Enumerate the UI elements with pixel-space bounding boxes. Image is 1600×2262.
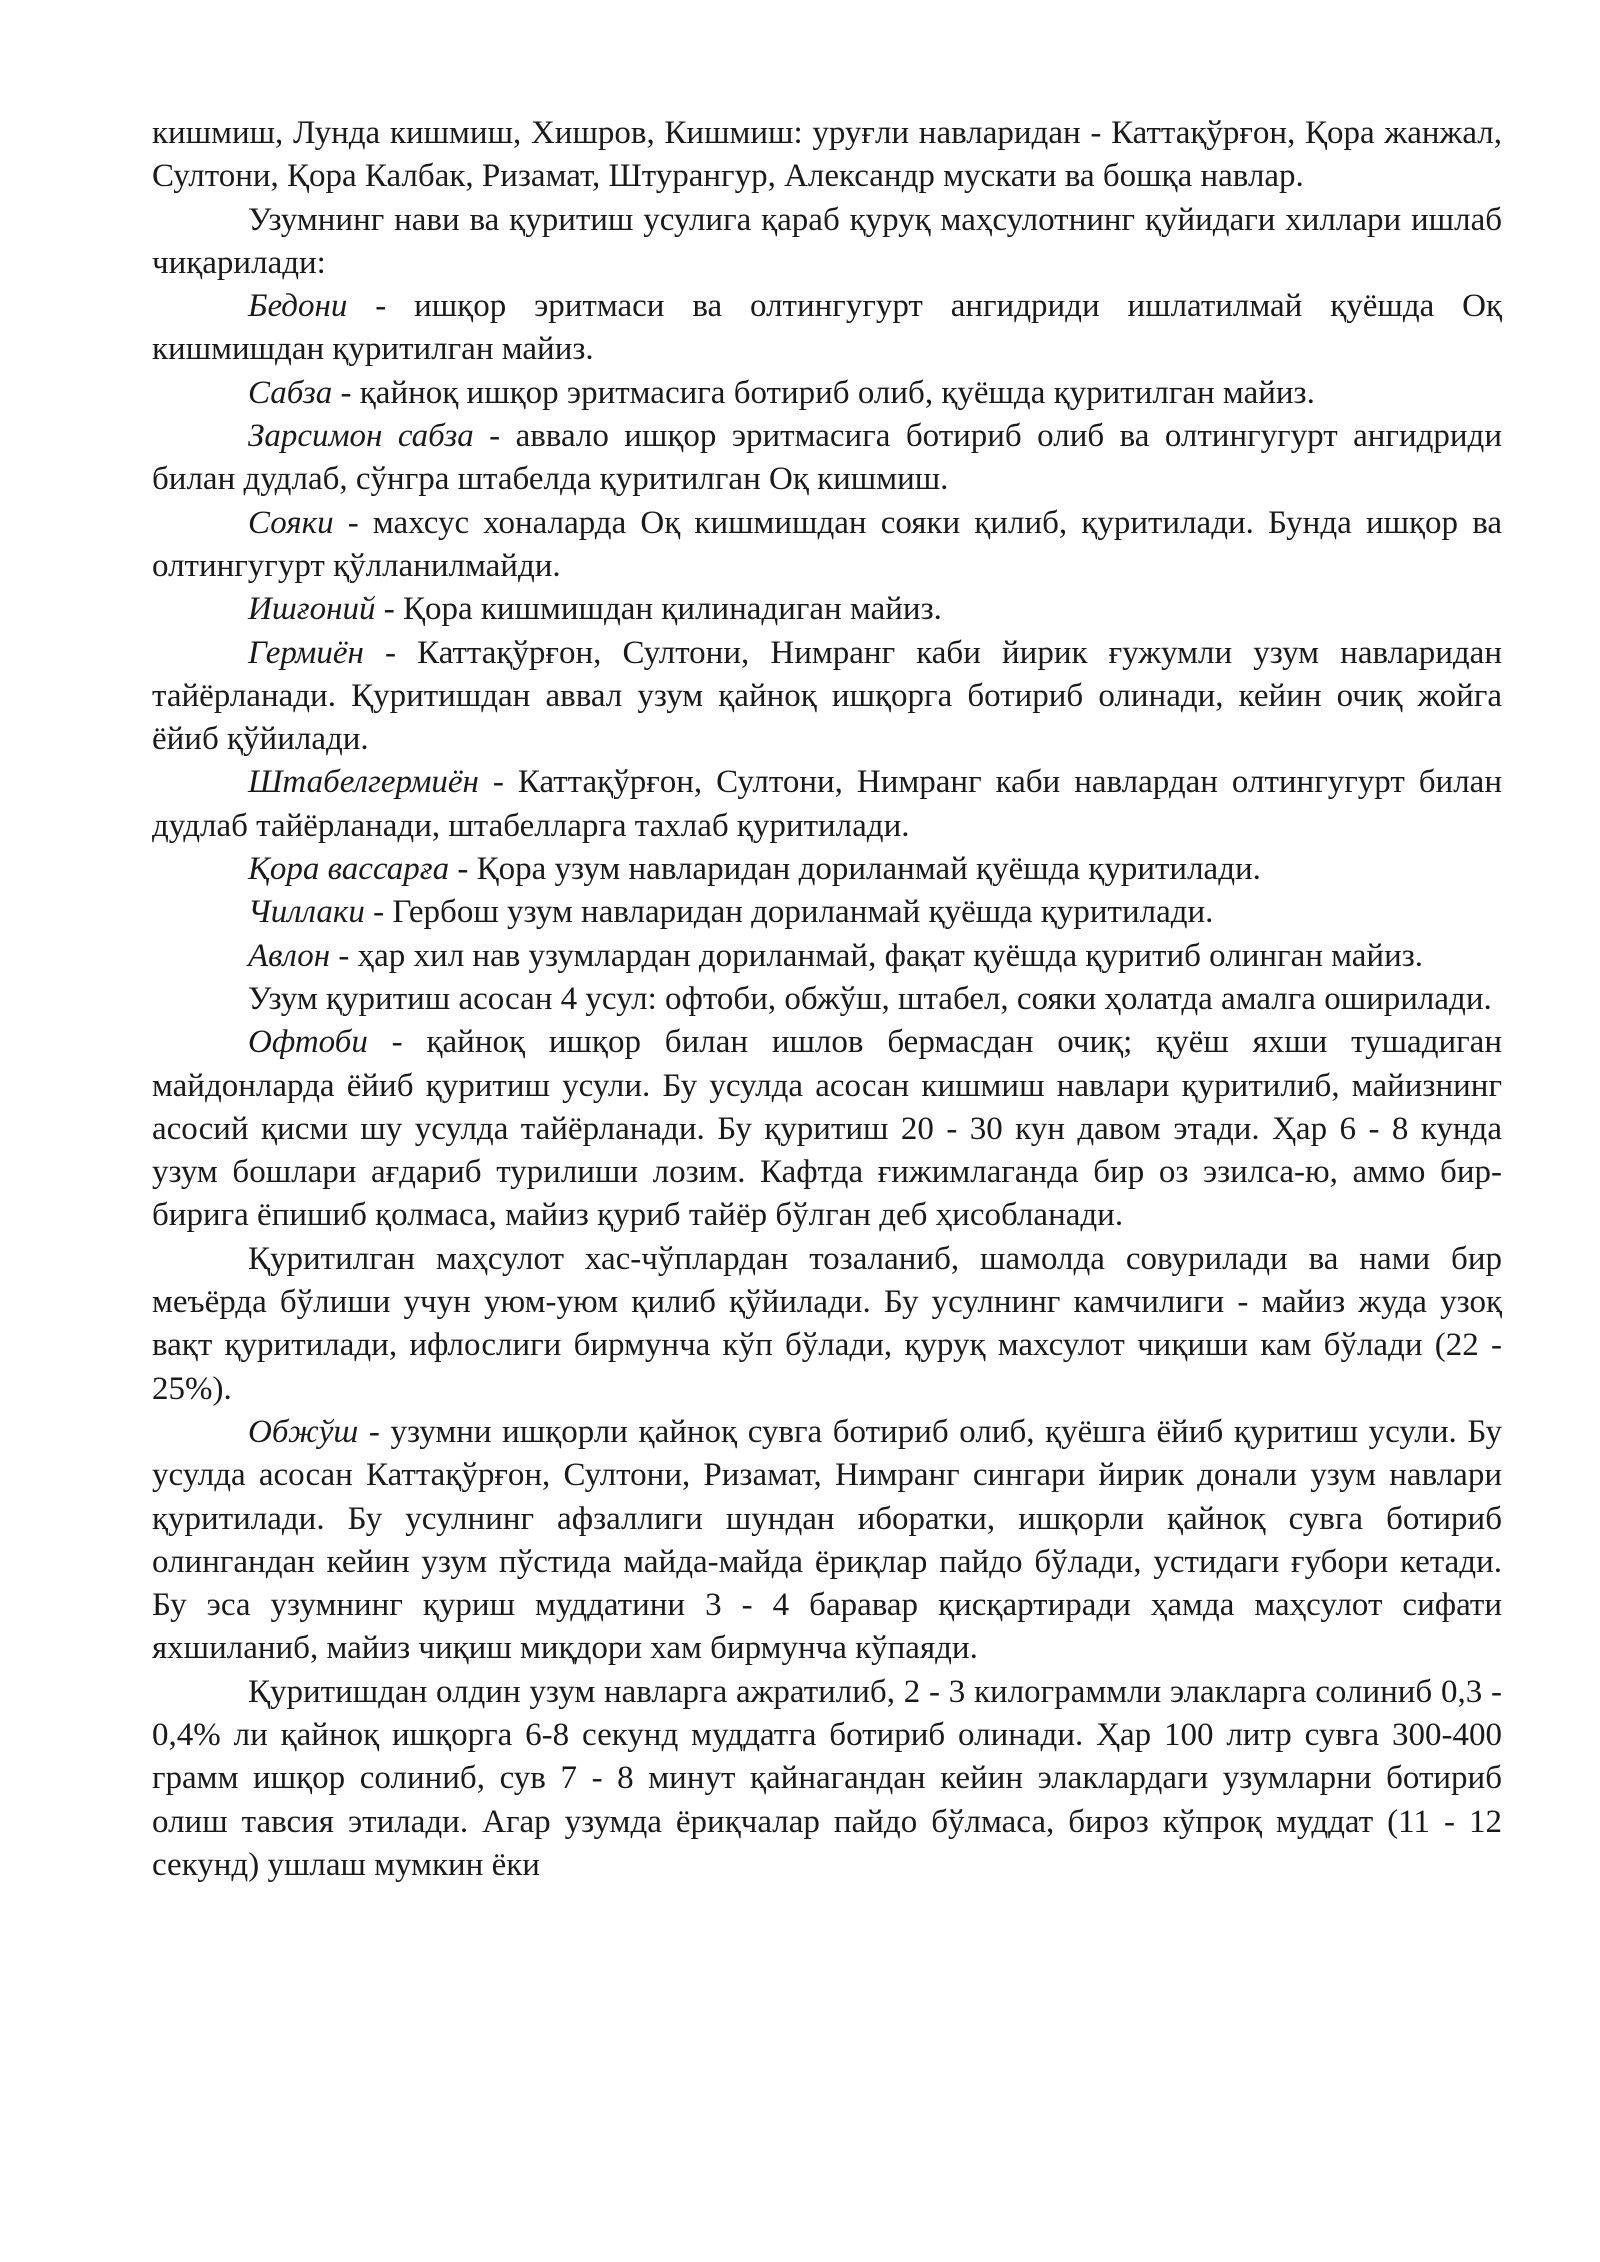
paragraph-text: кишмиш, Лунда кишмиш, Хишров, Кишмиш: уруғли навларидан - Каттақўрғон, Қора жанжал, Султони, Қора Калбак, Ризамат, Штурангур, Александр мускати ва бошқа навлар. [152,115,1502,195]
document-page [152,112,1502,1887]
term-label: Гермиён [248,634,364,671]
paragraph-grape-varieties [152,112,1502,199]
paragraph-product-types-intro [152,199,1502,286]
term-label: Сабза [248,374,333,411]
paragraph-ishgoniy [152,588,1502,631]
term-label: Штабелгермиён [248,764,479,801]
paragraph-text: - қайноқ ишқор эритмасига ботириб олиб, қуёшда қуритилган майиз. [332,374,1315,411]
term-label: Қора вассарға [248,851,450,888]
paragraph-sabza [152,372,1502,415]
paragraph-text: - қайноқ ишқор билан ишлов бермасдан очиқ; қуёш яхши тушадиган майдонларда ёйиб қуритиш усули. Бу усулда асосан кишмиш навлари қуритилиб, майизнинг асосий қисми шу усулда тайёрланади. Бу қуритиш 20 - 30 кун давом этади. Ҳар 6 - 8 кунда узум бошлари ағдариб турилиши лозим. Кафтда ғижимлаганда бир оз эзилса-ю, аммо бир-бирига ёпишиб қолмаса, майиз қуриб тайёр бўлган деб ҳисобланади. [152,1024,1502,1234]
term-label: Обжўш [248,1413,359,1450]
paragraph-soyaki [152,502,1502,589]
paragraph-chillaki [152,891,1502,934]
paragraph-text: - махсус хоналарда Оқ кишмишдан сояки қилиб, қуритилади. Бунда ишқор ва олтингугурт қўлланилмайди. [152,504,1502,584]
paragraph-text: Қуритилган маҳсулот хас-чўплардан тозаланиб, шамолда совурилади ва нами бир меъёрда бўлиши учун уюм-уюм қилиб қўйилади. Бу усулнинг камчилиги - майиз жуда узоқ вақт қуритилади, ифлослиги бирмунча кўп бўлади, қуруқ махсулот чиқиши кам бўлади (22 - 25%). [152,1240,1502,1407]
paragraph-text: - Қора узум навларидан дориланмай қуёшда қуритилади. [449,851,1261,888]
paragraph-qora-vassarga [152,848,1502,891]
paragraph-text: Узумнинг нави ва қуритиш усулига қараб қуруқ маҳсулотнинг қуйидаги хиллари ишлаб чиқарилади: [152,201,1502,281]
paragraph-zarsimon-sabza [152,415,1502,502]
paragraph-shtabelgermiyon [152,761,1502,848]
paragraph-oftobi [152,1021,1502,1237]
paragraph-text: Қуритишдан олдин узум навларга ажратилиб, 2 - 3 килограммли элакларга солиниб 0,3 - 0,4% ли қайноқ ишқорга 6-8 секунд муддатга ботириб олинади. Ҳар 100 литр сувга 300-400 грамм ишқор солиниб, сув 7 - 8 минут қайнагандан кейин элаклардаги узумларни ботириб олиш тавсия этилади. Агар узумда ёриқчалар пайдо бўлмаса, бироз кўпроқ муддат (11 - 12 секунд) ушлаш мумкин ёки [152,1673,1502,1883]
paragraph-cleaning [152,1238,1502,1411]
term-label: Чиллаки [248,894,365,931]
term-label: Сояки [248,504,334,541]
paragraph-text: - Каттақўрғон, Султони, Нимранг каби йирик ғужумли узум навларидан тайёрланади. Қуритишдан аввал узум қайноқ ишқорга ботириб олинади, кейин очиқ жойга ёйиб қўйилади. [152,634,1502,758]
term-label: Ишғоний [248,591,376,628]
paragraph-text: - Қора кишмишдан қилинадиган майиз. [375,591,942,628]
paragraph-preparation [152,1671,1502,1887]
term-label: Зарсимон сабза [248,418,474,455]
paragraph-drying-methods-intro [152,978,1502,1021]
paragraph-text: Узум қуритиш асосан 4 усул: офтоби, обжўш, штабел, сояки ҳолатда амалга оширилади. [248,980,1492,1017]
paragraph-text: - ишқор эритмаси ва олтингугурт ангидриди ишлатилмай қуёшда Оқ кишмишдан қуритилган майиз. [152,288,1502,368]
term-label: Офтоби [248,1024,368,1061]
paragraph-text: - Каттақўрғон, Султони, Нимранг каби навлардан олтингугурт билан дудлаб тайёрланади, штабелларга тахлаб қуритилади. [152,764,1502,844]
paragraph-avlon [152,935,1502,978]
paragraph-text: - Гербош узум навларидан дориланмай қуёшда қуритилади. [364,894,1214,931]
paragraph-bedoni [152,285,1502,372]
paragraph-text: - узумни ишқорли қайноқ сувга ботириб олиб, қуёшга ёйиб қуритиш усули. Бу усулда асосан Каттақўрғон, Султони, Ризамат, Нимранг сингари йирик донали узум навлари қуритилади. Бу усулнинг афзаллиги шундан иборатки, ишқорли қайноқ сувга ботириб олингандан кейин узум пўстида майда-майда ёриқлар пайдо бўлади, устидаги ғубори кетади. Бу эса узумнинг қуриш муддатини 3 - 4 баравар қисқартиради ҳамда маҳсулот сифати яхшиланиб, майиз чиқиш миқдори хам бирмунча кўпаяди. [152,1413,1502,1667]
paragraph-objush [152,1411,1502,1671]
paragraph-text: - ҳар хил нав узумлардан дориланмай, фақат қуёшда қуритиб олинган майиз. [330,937,1424,974]
paragraph-text: - аввало ишқор эритмасига ботириб олиб ва олтингугурт ангидриди билан дудлаб, сўнгра штабелда қуритилган Оқ кишмиш. [152,418,1503,498]
term-label: Авлон [248,937,331,974]
paragraph-germiyon [152,632,1502,762]
term-label: Бедони [248,288,348,325]
